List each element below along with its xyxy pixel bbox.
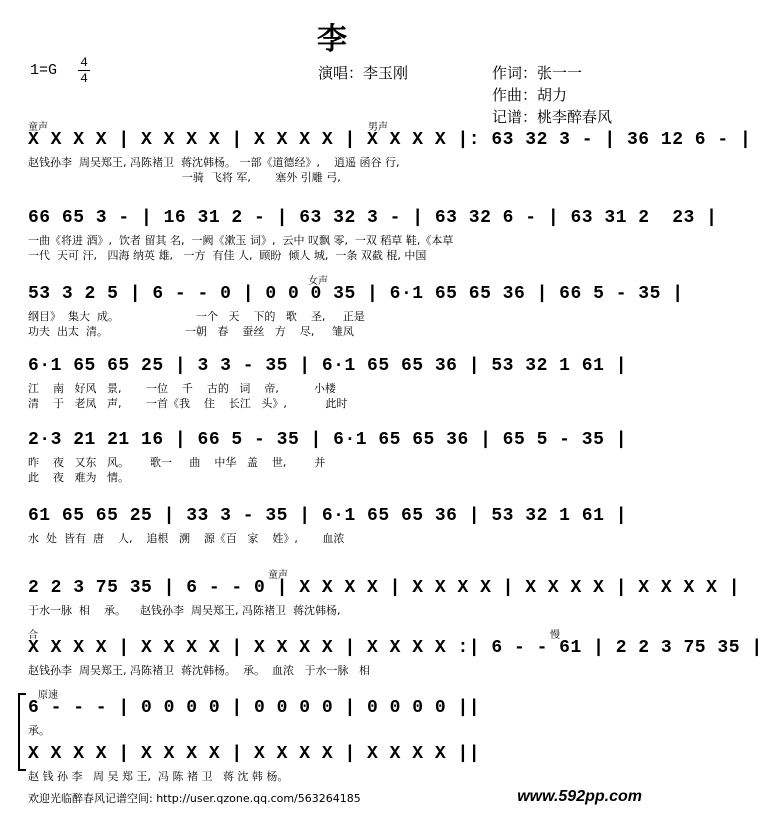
lyric-line: 一代 天可 汗, 四海 纳英 雄, 一方 有佳 人, 顾盼 倾人 城, 一条 双截 棍, 中国 <box>28 249 427 262</box>
time-sig-bottom: 4 <box>80 71 88 86</box>
lyric-line: 于水一脉 相 承。 赵钱孙李 周吴郑王, 冯陈褚卫 蒋沈韩杨, <box>28 604 341 617</box>
voice-tag: 男声 <box>368 122 388 133</box>
voice-tag: 合 <box>28 630 38 641</box>
note-line: 6·1 65 65 25 | 3 3 - 35 | 6·1 65 65 36 | 53 32 1 61 | <box>28 356 627 376</box>
lyric-line: 清 于 老凤 声, 一首《我 住 长江 头》, 此时 <box>28 397 348 410</box>
note-line: X X X X | X X X X | X X X X | X X X X :| 6 - - 61 | 2 2 3 75 35 | <box>28 638 763 658</box>
footer-text: 欢迎光临醉春风记谱空间: http://user.qzone.qq.com/563264185 <box>28 792 361 805</box>
time-sig-top: 4 <box>80 55 88 70</box>
lyric-line: 纲目》 集大 成。 一个 天 下的 歌 圣, 正是 <box>28 310 365 323</box>
note-line: X X X X | X X X X | X X X X | X X X X || <box>28 744 481 764</box>
note-line: 6 - - - | 0 0 0 0 | 0 0 0 0 | 0 0 0 0 || <box>28 698 481 718</box>
note-line: 2 2 3 75 35 | 6 - - 0 | X X X X | X X X X | X X X X | X X X X | <box>28 578 741 598</box>
lyric-line: 赵钱孙李 周吴郑王, 冯陈褚卫 蒋沈韩杨。 承。 血浓 于水一脉 相 <box>28 664 370 677</box>
time-signature <box>78 56 90 85</box>
key-signature: 1=G <box>30 62 58 79</box>
note-line: 53 3 2 5 | 6 - - 0 | 0 0 0 35 | 6·1 65 65 36 | 66 5 - 35 | <box>28 284 684 304</box>
system-brace <box>18 693 26 771</box>
voice-tag: 童声 <box>28 122 48 133</box>
lyricist-credit: 作词：张一一 <box>492 64 583 82</box>
lyric-line: 赵钱孙李 周吴郑王, 冯陈褚卫 蒋沈韩杨。 一部《道德经》, 逍遥 函谷 行, <box>28 156 400 169</box>
voice-tag: 童声 <box>268 570 288 581</box>
voice-tag: 女声 <box>308 276 328 287</box>
song-title: 李 <box>317 22 347 57</box>
voice-tag: 原速 <box>38 690 58 701</box>
note-line: 2·3 21 21 16 | 66 5 - 35 | 6·1 65 65 36 | 65 5 - 35 | <box>28 430 627 450</box>
lyric-line: 昨 夜 又东 风。 歌一 曲 中华 盖 世, 并 <box>28 456 326 469</box>
singer-credit: 演唱：李玉刚 <box>318 64 409 82</box>
transcriber-credit: 记谱：桃李醉春风 <box>492 108 613 126</box>
lyric-line: 承。 <box>28 724 50 737</box>
note-line: 61 65 65 25 | 33 3 - 35 | 6·1 65 65 36 | 53 32 1 61 | <box>28 506 627 526</box>
lyric-line: 此 夜 难为 情。 <box>28 471 129 484</box>
lyric-line: 一曲《将进 酒》, 饮者 留其 名, 一阙《漱玉 词》, 云中 叹飘 零, 一双 稻草 鞋,《本草 <box>28 234 454 247</box>
lyric-line: 江 南 好风 景, 一位 千 古的 词 帝, 小楼 <box>28 382 336 395</box>
lyric-line: 水 处 皆有 唐 人, 追根 溯 源《百 家 姓》, 血浓 <box>28 532 345 545</box>
voice-tag: 慢 <box>550 630 560 641</box>
lyric-line: 赵 钱 孙 李 周 吴 郑 王, 冯 陈 褚 卫 蒋 沈 韩 杨。 <box>28 770 289 783</box>
note-line: X X X X | X X X X | X X X X | X X X X |: 63 32 3 - | 36 12 6 - | <box>28 130 752 150</box>
lyric-line: 一骑 飞将 军, 塞外 引雕 弓, <box>28 171 341 184</box>
site-watermark: www.592pp.com <box>517 788 642 805</box>
lyric-line: 功夫 出太 清。 一朝 春 蚕丝 方 尽, 雏凤 <box>28 325 354 338</box>
note-line: 66 65 3 - | 16 31 2 - | 63 32 3 - | 63 32 6 - | 63 31 2 23 | <box>28 208 718 228</box>
composer-credit: 作曲：胡力 <box>492 86 568 104</box>
